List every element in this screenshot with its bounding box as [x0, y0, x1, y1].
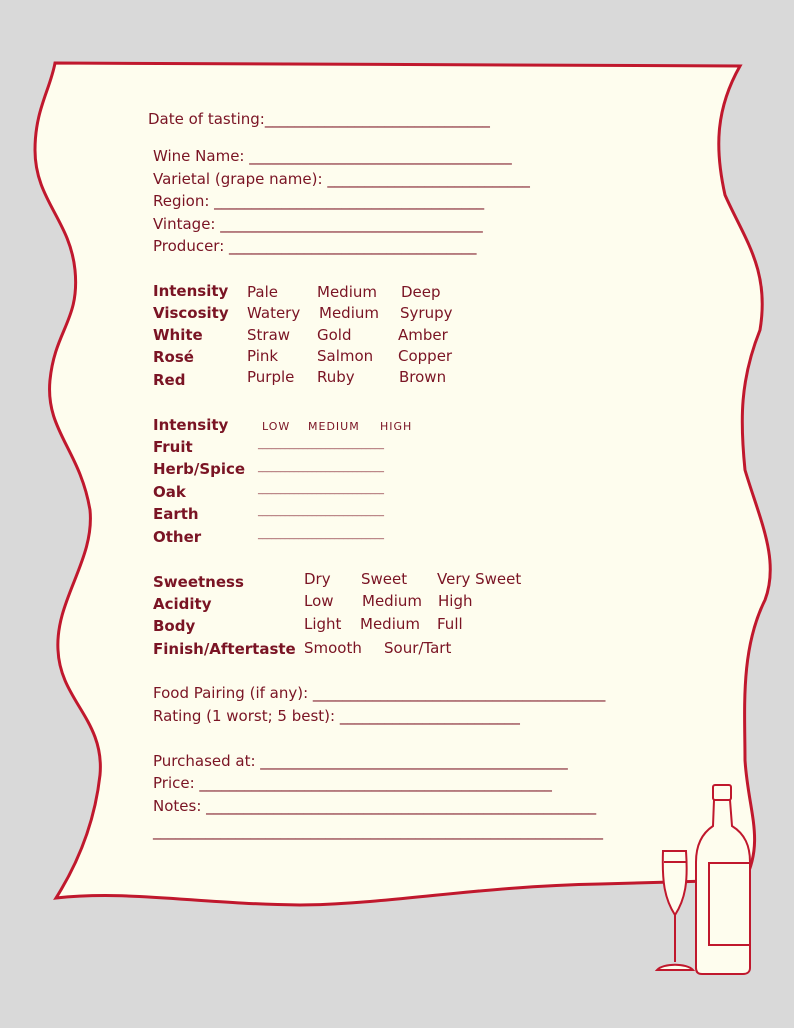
- champagne-glass-icon: [657, 851, 693, 970]
- palate-label: Finish/Aftertaste: [153, 640, 296, 658]
- appearance-option[interactable]: Copper: [398, 347, 453, 365]
- appearance-label: Red: [153, 371, 186, 389]
- palate-option[interactable]: Sour/Tart: [384, 639, 452, 657]
- region-field[interactable]: Region: ____________________________________: [153, 192, 485, 210]
- scale-medium: MEDIUM: [308, 420, 360, 433]
- appearance-option[interactable]: Gold: [317, 326, 352, 344]
- palate-option[interactable]: Medium: [360, 615, 420, 633]
- aroma-line[interactable]: ____________________________: [258, 440, 384, 450]
- varietal-field[interactable]: Varietal (grape name): ___________________________: [153, 170, 530, 188]
- palate-option[interactable]: Low: [304, 592, 334, 610]
- purchased-at-field[interactable]: Purchased at: _________________________________________: [153, 752, 568, 770]
- palate-option[interactable]: Very Sweet: [437, 570, 522, 588]
- date-of-tasting-field[interactable]: Date of tasting:______________________________: [148, 110, 490, 128]
- appearance-option[interactable]: Straw: [247, 326, 291, 344]
- aroma-line[interactable]: ____________________________: [258, 463, 384, 473]
- appearance-option[interactable]: Pink: [247, 347, 279, 365]
- producer-field[interactable]: Producer: _________________________________: [153, 237, 477, 255]
- wine-name-field[interactable]: Wine Name: ___________________________________: [153, 147, 512, 165]
- appearance-option[interactable]: Ruby: [317, 368, 355, 386]
- palate-label: Body: [153, 617, 196, 635]
- food-pairing-field[interactable]: Food Pairing (if any): _______________________________________: [153, 684, 606, 702]
- notes-field[interactable]: Notes: ____________________________________________________: [153, 797, 597, 815]
- appearance-option[interactable]: Pale: [247, 283, 278, 301]
- appearance-option[interactable]: Salmon: [317, 347, 374, 365]
- appearance-label: Viscosity: [153, 304, 229, 322]
- aroma-label: Fruit: [153, 438, 193, 456]
- appearance-option[interactable]: Amber: [398, 326, 448, 344]
- palate-option[interactable]: Smooth: [304, 639, 362, 657]
- appearance-option[interactable]: Watery: [247, 304, 301, 322]
- appearance-option[interactable]: Purple: [247, 368, 295, 386]
- palate-option[interactable]: Sweet: [361, 570, 408, 588]
- palate-label: Sweetness: [153, 573, 244, 591]
- aroma-label: Other: [153, 528, 202, 546]
- palate-option[interactable]: Dry: [304, 570, 331, 588]
- appearance-option[interactable]: Medium: [319, 304, 379, 322]
- palate-option[interactable]: Medium: [362, 592, 422, 610]
- vintage-field[interactable]: Vintage: ___________________________________: [153, 215, 483, 233]
- aroma-line[interactable]: ____________________________: [258, 485, 384, 495]
- aroma-label: Herb/Spice: [153, 460, 246, 478]
- appearance-option[interactable]: Syrupy: [400, 304, 453, 322]
- appearance-option[interactable]: Medium: [317, 283, 377, 301]
- price-field[interactable]: Price: _______________________________________________: [153, 774, 552, 792]
- aroma-label: Earth: [153, 505, 199, 523]
- palate-option[interactable]: Light: [304, 615, 342, 633]
- aroma-line[interactable]: ____________________________: [258, 530, 384, 540]
- aroma-intensity-heading: Intensity: [153, 416, 229, 434]
- scale-low: LOW: [262, 420, 291, 433]
- palate-option[interactable]: Full: [437, 615, 463, 633]
- palate-label: Acidity: [153, 595, 212, 613]
- notes-line-2[interactable]: ____________________________________________________________: [153, 822, 603, 840]
- scale-high: HIGH: [380, 420, 413, 433]
- appearance-label: White: [153, 326, 203, 344]
- aroma-line[interactable]: ____________________________: [258, 507, 384, 517]
- palate-option[interactable]: High: [438, 592, 473, 610]
- aroma-label: Oak: [153, 483, 186, 501]
- appearance-label: Rosé: [153, 348, 194, 366]
- appearance-option[interactable]: Brown: [399, 368, 447, 386]
- rating-field[interactable]: Rating (1 worst; 5 best): ________________________: [153, 707, 520, 725]
- appearance-option[interactable]: Deep: [401, 283, 441, 301]
- appearance-label: Intensity: [153, 282, 229, 300]
